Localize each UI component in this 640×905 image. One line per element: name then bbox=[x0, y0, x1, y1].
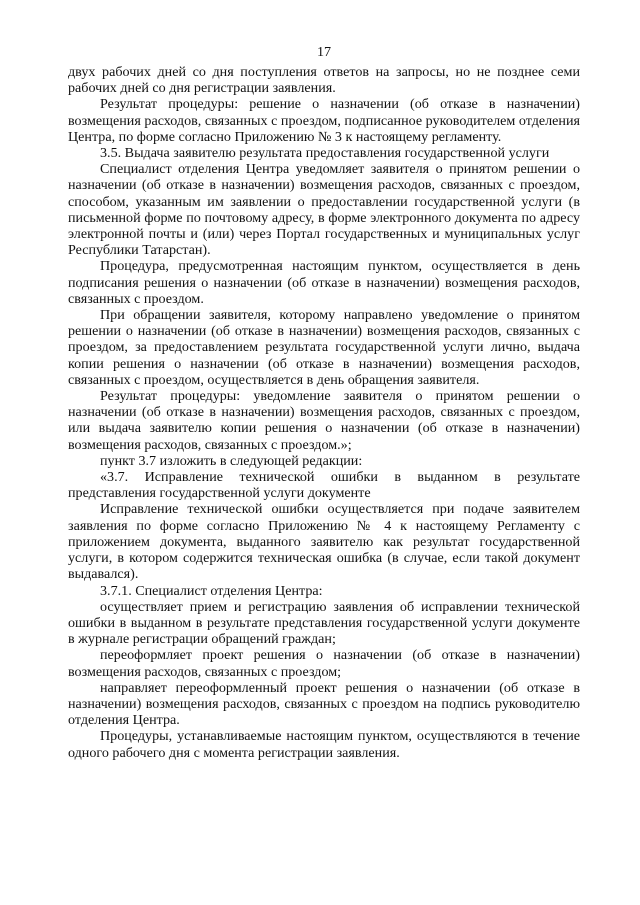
paragraph: пункт 3.7 изложить в следующей редакции: bbox=[100, 452, 363, 469]
paragraph: Результат процедуры: уведомление заявителя о принятом решении о назначении (об отказе в назначении) возмещения расходов, связанных с проездом, или выдача заявителю копии решения о назначении (об отказе в назначении) возмещения расходов, связанных с проездом.»; bbox=[68, 388, 580, 453]
paragraph: Процедура, предусмотренная настоящим пунктом, осуществляется в день подписания решения о назначении (об отказе в назначении) возмещения расходов, связанных с проездом. bbox=[68, 258, 580, 307]
paragraph: При обращении заявителя, которому направлено уведомление о принятом решении о назначении (об отказе в назначении) возмещения расходов, связанных с проездом, за предоставлением результата государственной услуги лично, выдача копии решения о назначении (об отказе в назначении) возмещения расходов, связанных с проездом, осуществляется в день обращения заявителя. bbox=[68, 307, 580, 388]
paragraph: Процедуры, устанавливаемые настоящим пунктом, осуществляются в течение одного рабочего дня с момента регистрации заявления. bbox=[68, 728, 580, 761]
paragraph: Исправление технической ошибки осуществляется при подаче заявителем заявления по форме согласно Приложению № 4 к настоящему Регламенту с приложением документа, выданного заявителю как результат государственной услуги, в котором содержится техническая ошибка (в случае, если такой документ выдавался). bbox=[68, 501, 580, 583]
paragraph: Специалист отделения Центра уведомляет заявителя о принятом решении о назначении (об отказе в назначении) возмещения расходов, связанных с проездом, способом, указанным им заявлении о предоставлении государственной услуги (в письменной форме по почтовому адресу, в форме электронного документа по адресу электронной почты и (или) через Портал государственных и муниципальных услуг Республики Татарстан). bbox=[68, 161, 580, 259]
paragraph: Результат процедуры: решение о назначении (об отказе в назначении) возмещения расходов, связанных с проездом, подписанное руководителем отделения Центра, по форме согласно Приложению № 3 к настоящему регламенту. bbox=[68, 96, 580, 145]
page-number: 17 bbox=[316, 44, 332, 60]
paragraph: двух рабочих дней со дня поступления ответов на запросы, но не позднее семи рабочих дней со дня регистрации заявления. bbox=[68, 64, 580, 97]
paragraph: 3.7.1. Специалист отделения Центра: bbox=[100, 582, 323, 599]
list-item: переоформляет проект решения о назначении (об отказе в назначении) возмещения расходов, связанных с проездом; bbox=[68, 647, 580, 680]
list-item: осуществляет прием и регистрацию заявления об исправлении технической ошибки в выданном в результате представления государственной услуги документе в журнале регистрации обращений граждан; bbox=[68, 598, 580, 648]
section-heading: 3.5. Выдача заявителю результата предоставления государственной услуги bbox=[100, 145, 550, 162]
section-heading: «3.7. Исправление технической ошибки в выданном в результате представления государственной услуги документе bbox=[68, 469, 580, 502]
list-item: направляет переоформленный проект решения о назначении (об отказе в назначении) возмещения расходов, связанных с проездом на подпись руководителю отделения Центра. bbox=[68, 679, 580, 729]
